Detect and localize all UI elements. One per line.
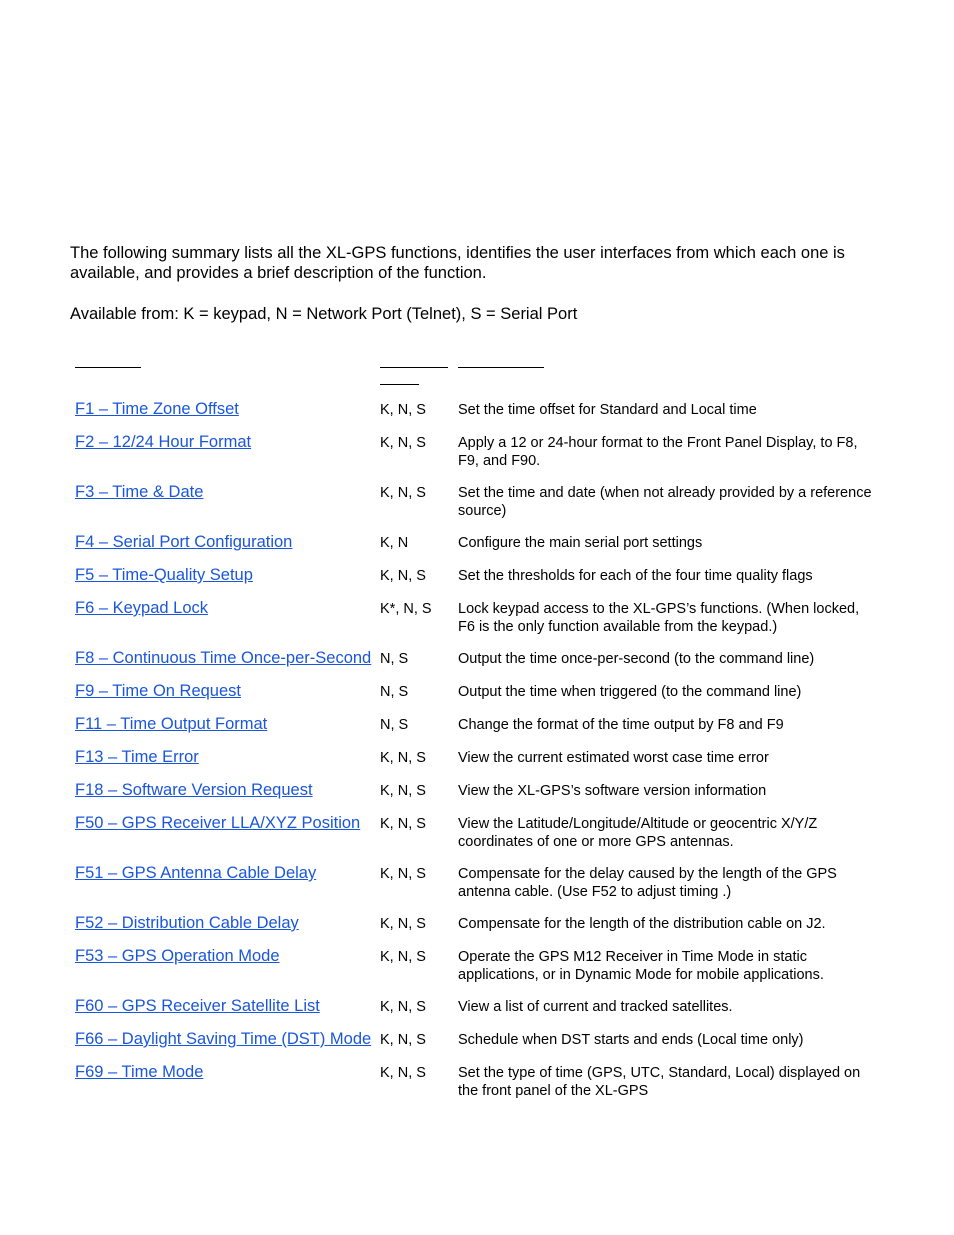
function-link[interactable]: F18 – Software Version Request <box>75 781 313 799</box>
function-link[interactable]: F69 – Time Mode <box>75 1063 204 1081</box>
description-text: Configure the main serial port settings <box>458 535 703 551</box>
intro-paragraph: The following summary lists all the XL-GPS functions, identifies the user interfaces from which each one is available, and provides a brief description of the function. <box>70 244 845 282</box>
function-name-cell <box>75 711 380 744</box>
description-cell <box>458 396 875 429</box>
function-link[interactable]: F51 – GPS Antenna Cable Delay <box>75 864 317 882</box>
description-text: Set the type of time (GPS, UTC, Standard, Local) displayed on the front panel of the XL-GPS <box>458 1065 861 1099</box>
availability-text: K, N, S <box>380 916 426 932</box>
function-row <box>75 678 875 711</box>
description-cell <box>458 529 875 562</box>
availability-text: K, N, S <box>380 750 426 766</box>
availability-text: K, N, S <box>380 999 426 1015</box>
availability-text: K, N, S <box>380 816 426 832</box>
availability-cell <box>380 396 458 429</box>
function-link[interactable]: F1 – Time Zone Offset <box>75 400 239 418</box>
function-name-cell <box>75 529 380 562</box>
available-header-rule-2 <box>380 384 419 385</box>
availability-text: K, N, S <box>380 1065 426 1081</box>
description-cell <box>458 429 875 479</box>
description-text: Schedule when DST starts and ends (Local time only) <box>458 1032 804 1048</box>
description-text: Set the time and date (when not already provided by a reference source) <box>458 485 872 519</box>
description-cell <box>458 1059 875 1109</box>
description-cell <box>458 678 875 711</box>
function-name-cell <box>75 562 380 595</box>
function-link[interactable]: F9 – Time On Request <box>75 682 241 700</box>
function-row <box>75 711 875 744</box>
function-header-rule <box>75 367 141 368</box>
function-row <box>75 993 875 1026</box>
function-name-cell <box>75 910 380 943</box>
availability-text: K, N, S <box>380 783 426 799</box>
availability-text: K, N, S <box>380 1032 426 1048</box>
function-link[interactable]: F3 – Time & Date <box>75 483 204 501</box>
function-row <box>75 595 875 645</box>
function-link[interactable]: F2 – 12/24 Hour Format <box>75 433 252 451</box>
description-text: View the current estimated worst case time error <box>458 750 769 766</box>
availability-cell <box>380 910 458 943</box>
description-text: Change the format of the time output by F8 and F9 <box>458 717 784 733</box>
description-cell <box>458 993 875 1026</box>
description-cell <box>458 1026 875 1059</box>
description-cell <box>458 479 875 529</box>
function-link[interactable]: F13 – Time Error <box>75 748 199 766</box>
function-row <box>75 860 875 910</box>
availability-cell <box>380 678 458 711</box>
description-text: Apply a 12 or 24-hour format to the Front Panel Display, to F8, F9, and F90. <box>458 435 858 469</box>
availability-cell <box>380 777 458 810</box>
availability-text: K, N, S <box>380 568 426 584</box>
function-row <box>75 943 875 993</box>
availability-text: K, N, S <box>380 402 426 418</box>
function-row <box>75 645 875 678</box>
function-row <box>75 1059 875 1109</box>
function-row <box>75 529 875 562</box>
function-name-cell <box>75 860 380 910</box>
availability-cell <box>380 1026 458 1059</box>
function-link[interactable]: F8 – Continuous Time Once-per-Second <box>75 649 372 667</box>
availability-cell <box>380 744 458 777</box>
function-link[interactable]: F6 – Keypad Lock <box>75 599 208 617</box>
function-link[interactable]: F11 – Time Output Format <box>75 715 268 733</box>
function-name-cell <box>75 810 380 860</box>
description-text: Output the time when triggered (to the command line) <box>458 684 802 700</box>
function-name-cell <box>75 1059 380 1109</box>
function-row <box>75 810 875 860</box>
availability-cell <box>380 429 458 479</box>
function-link[interactable]: F53 – GPS Operation Mode <box>75 947 280 965</box>
function-name-cell <box>75 943 380 993</box>
description-cell <box>458 860 875 910</box>
availability-text: N, S <box>380 684 409 700</box>
availability-text: K, N, S <box>380 435 426 451</box>
availability-cell <box>380 711 458 744</box>
availability-cell <box>380 943 458 993</box>
function-name-cell <box>75 595 380 645</box>
function-name-cell <box>75 777 380 810</box>
availability-cell <box>380 860 458 910</box>
function-link[interactable]: F4 – Serial Port Configuration <box>75 533 293 551</box>
function-name-cell <box>75 396 380 429</box>
function-link[interactable]: F52 – Distribution Cable Delay <box>75 914 299 932</box>
function-row <box>75 777 875 810</box>
function-name-cell <box>75 993 380 1026</box>
description-cell <box>458 744 875 777</box>
description-text: View the Latitude/Longitude/Altitude or geocentric X/Y/Z coordinates of one or more GPS antennas. <box>458 816 818 850</box>
function-link[interactable]: F66 – Daylight Saving Time (DST) Mode <box>75 1030 372 1048</box>
description-text: Output the time once-per-second (to the command line) <box>458 651 815 667</box>
description-cell <box>458 711 875 744</box>
function-name-cell <box>75 744 380 777</box>
availability-cell <box>380 993 458 1026</box>
description-text: Operate the GPS M12 Receiver in Time Mode in static applications, or in Dynamic Mode for mobile applications. <box>458 949 824 983</box>
description-header-rule <box>458 367 544 368</box>
description-text: Set the time offset for Standard and Local time <box>458 402 757 418</box>
description-text: Lock keypad access to the XL-GPS’s functions. (When locked, F6 is the only function available from the keypad.) <box>458 601 860 635</box>
function-row <box>75 429 875 479</box>
availability-text: K, N, S <box>380 485 426 501</box>
description-cell <box>458 943 875 993</box>
description-cell <box>458 595 875 645</box>
availability-text: K, N, S <box>380 866 426 882</box>
availability-cell <box>380 479 458 529</box>
availability-text: N, S <box>380 717 409 733</box>
availability-cell <box>380 645 458 678</box>
function-name-cell <box>75 1026 380 1059</box>
available-header-rule <box>380 367 448 368</box>
function-link[interactable]: F5 – Time-Quality Setup <box>75 566 253 584</box>
function-name-cell <box>75 429 380 479</box>
availability-text: N, S <box>380 651 409 667</box>
availability-text: K, N, S <box>380 949 426 965</box>
availability-cell <box>380 1059 458 1109</box>
function-link[interactable]: F60 – GPS Receiver Satellite List <box>75 997 320 1015</box>
availability-cell <box>380 810 458 860</box>
description-cell <box>458 562 875 595</box>
function-row <box>75 396 875 429</box>
function-summary-table <box>75 396 875 1109</box>
availability-legend: Available from: K = keypad, N = Network Port (Telnet), S = Serial Port <box>70 305 578 323</box>
function-name-cell <box>75 678 380 711</box>
availability-text: K*, N, S <box>380 601 432 617</box>
function-link[interactable]: F50 – GPS Receiver LLA/XYZ Position <box>75 814 361 832</box>
function-row <box>75 744 875 777</box>
description-text: View a list of current and tracked satellites. <box>458 999 733 1015</box>
description-text: View the XL-GPS’s software version information <box>458 783 767 799</box>
description-text: Compensate for the delay caused by the length of the GPS antenna cable. (Use F52 to adjust timing .) <box>458 866 837 900</box>
function-row <box>75 479 875 529</box>
availability-text: K, N <box>380 535 409 551</box>
function-row <box>75 562 875 595</box>
description-cell <box>458 910 875 943</box>
description-cell <box>458 810 875 860</box>
availability-cell <box>380 529 458 562</box>
description-cell <box>458 645 875 678</box>
description-cell <box>458 777 875 810</box>
function-row <box>75 910 875 943</box>
description-text: Set the thresholds for each of the four time quality flags <box>458 568 813 584</box>
function-name-cell <box>75 479 380 529</box>
description-text: Compensate for the length of the distribution cable on J2. <box>458 916 826 932</box>
function-name-cell <box>75 645 380 678</box>
function-row <box>75 1026 875 1059</box>
availability-cell <box>380 595 458 645</box>
availability-cell <box>380 562 458 595</box>
